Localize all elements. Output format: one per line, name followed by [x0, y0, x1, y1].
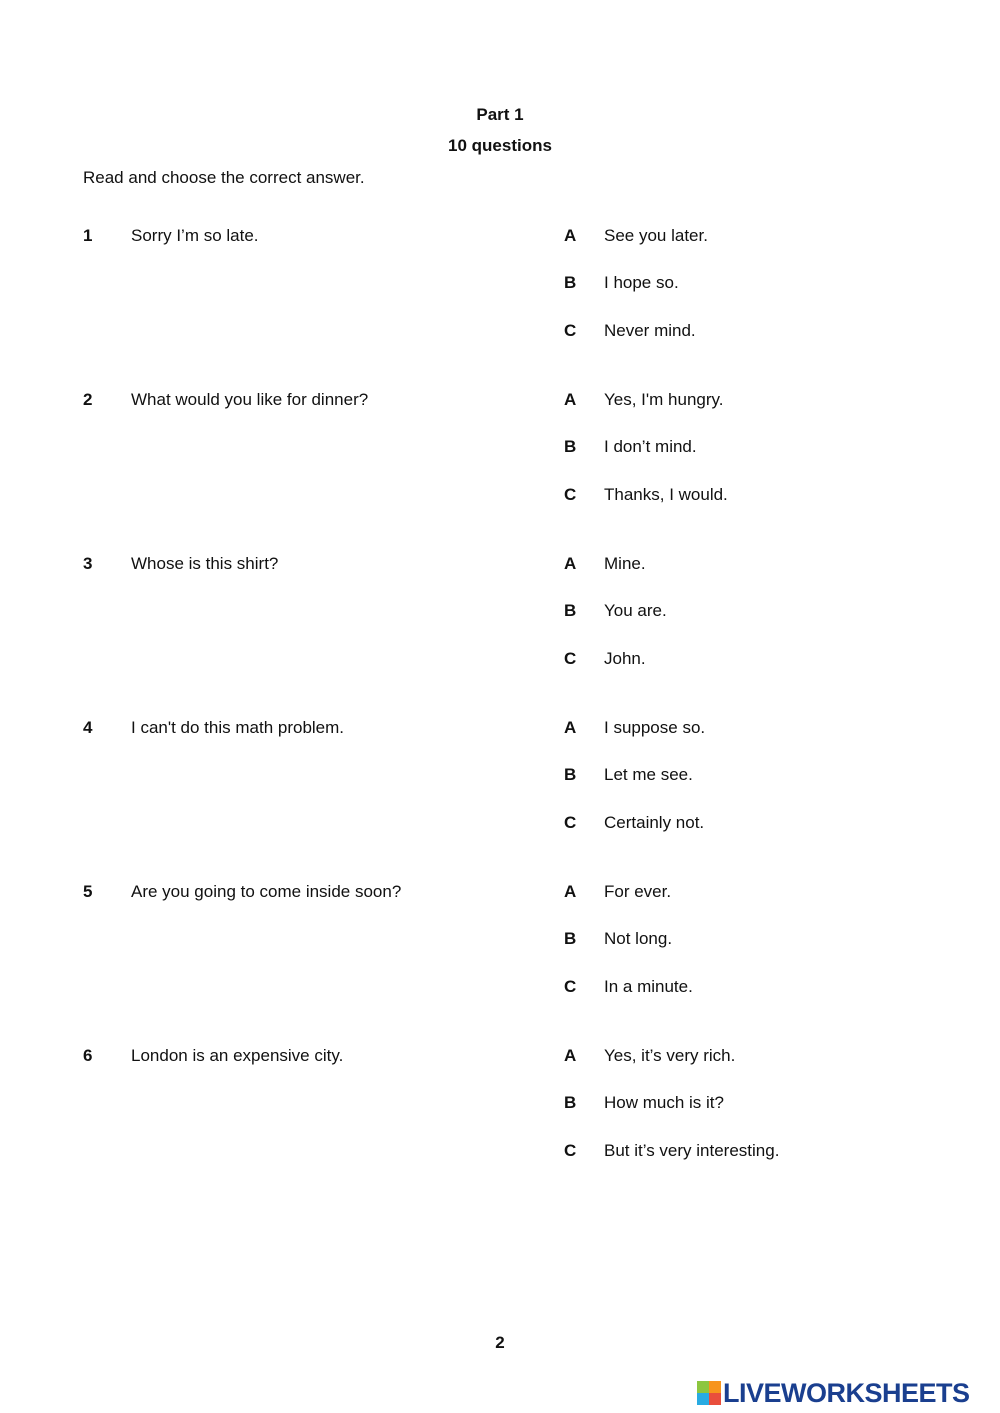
logo-square-green [697, 1381, 709, 1393]
option-text[interactable]: How much is it? [604, 1093, 724, 1112]
logo-text: LIVEWORKSHEETS [723, 1377, 970, 1408]
question-number: 6 [83, 1046, 93, 1065]
option-letter[interactable]: A [564, 554, 577, 573]
logo-square-blue [697, 1393, 709, 1405]
question-number: 3 [83, 554, 93, 573]
option-text[interactable]: John. [604, 649, 646, 668]
option-text[interactable]: I don’t mind. [604, 437, 697, 456]
option-letter[interactable]: B [564, 601, 577, 620]
question-count: 10 questions [448, 136, 552, 155]
option-text[interactable]: Yes, I'm hungry. [604, 390, 724, 409]
option-text[interactable]: But it’s very interesting. [604, 1141, 780, 1160]
option-letter[interactable]: B [564, 1093, 577, 1112]
question-text: I can't do this math problem. [131, 718, 345, 737]
option-letter[interactable]: C [564, 1141, 577, 1160]
option-text[interactable]: Thanks, I would. [604, 485, 728, 504]
logo-square-red [709, 1393, 721, 1405]
option-letter[interactable]: A [564, 718, 577, 737]
question-text: Are you going to come inside soon? [131, 882, 402, 901]
option-letter[interactable]: C [564, 485, 577, 504]
question-text: London is an expensive city. [131, 1046, 344, 1065]
option-text[interactable]: I suppose so. [604, 718, 706, 737]
option-text[interactable]: For ever. [604, 882, 672, 901]
option-letter[interactable]: B [564, 929, 577, 948]
option-letter[interactable]: A [564, 226, 577, 245]
option-text[interactable]: See you later. [604, 226, 708, 245]
option-letter[interactable]: A [564, 390, 577, 409]
question-number: 2 [83, 390, 93, 409]
option-text[interactable]: I hope so. [604, 273, 679, 292]
option-text[interactable]: Never mind. [604, 321, 696, 340]
question-number: 1 [83, 226, 93, 245]
option-text[interactable]: Mine. [604, 554, 646, 573]
question-4 [0, 718, 1000, 868]
question-5 [0, 882, 1000, 1032]
question-text: What would you like for dinner? [131, 390, 369, 409]
liveworksheets-logo-icon [697, 1381, 721, 1405]
option-letter[interactable]: B [564, 273, 577, 292]
page-number: 2 [495, 1333, 505, 1352]
option-text[interactable]: In a minute. [604, 977, 693, 996]
option-text[interactable]: Yes, it’s very rich. [604, 1046, 736, 1065]
option-letter[interactable]: C [564, 977, 577, 996]
option-letter[interactable]: B [564, 765, 577, 784]
option-letter[interactable]: B [564, 437, 577, 456]
question-2 [0, 390, 1000, 540]
question-6 [0, 1046, 1000, 1196]
question-number: 5 [83, 882, 93, 901]
option-text[interactable]: Not long. [604, 929, 673, 948]
question-text: Sorry I’m so late. [131, 226, 259, 245]
part-title: Part 1 [476, 105, 524, 124]
option-text[interactable]: You are. [604, 601, 667, 620]
option-letter[interactable]: C [564, 321, 577, 340]
logo-square-orange [709, 1381, 721, 1393]
option-letter[interactable]: A [564, 1046, 577, 1065]
question-3 [0, 554, 1000, 704]
instructions: Read and choose the correct answer. [83, 168, 365, 187]
option-letter[interactable]: C [564, 813, 577, 832]
question-number: 4 [83, 718, 93, 737]
liveworksheets-logo [697, 1378, 970, 1408]
option-letter[interactable]: A [564, 882, 577, 901]
option-letter[interactable]: C [564, 649, 577, 668]
question-1 [0, 226, 1000, 376]
question-text: Whose is this shirt? [131, 554, 279, 573]
option-text[interactable]: Let me see. [604, 765, 693, 784]
option-text[interactable]: Certainly not. [604, 813, 705, 832]
